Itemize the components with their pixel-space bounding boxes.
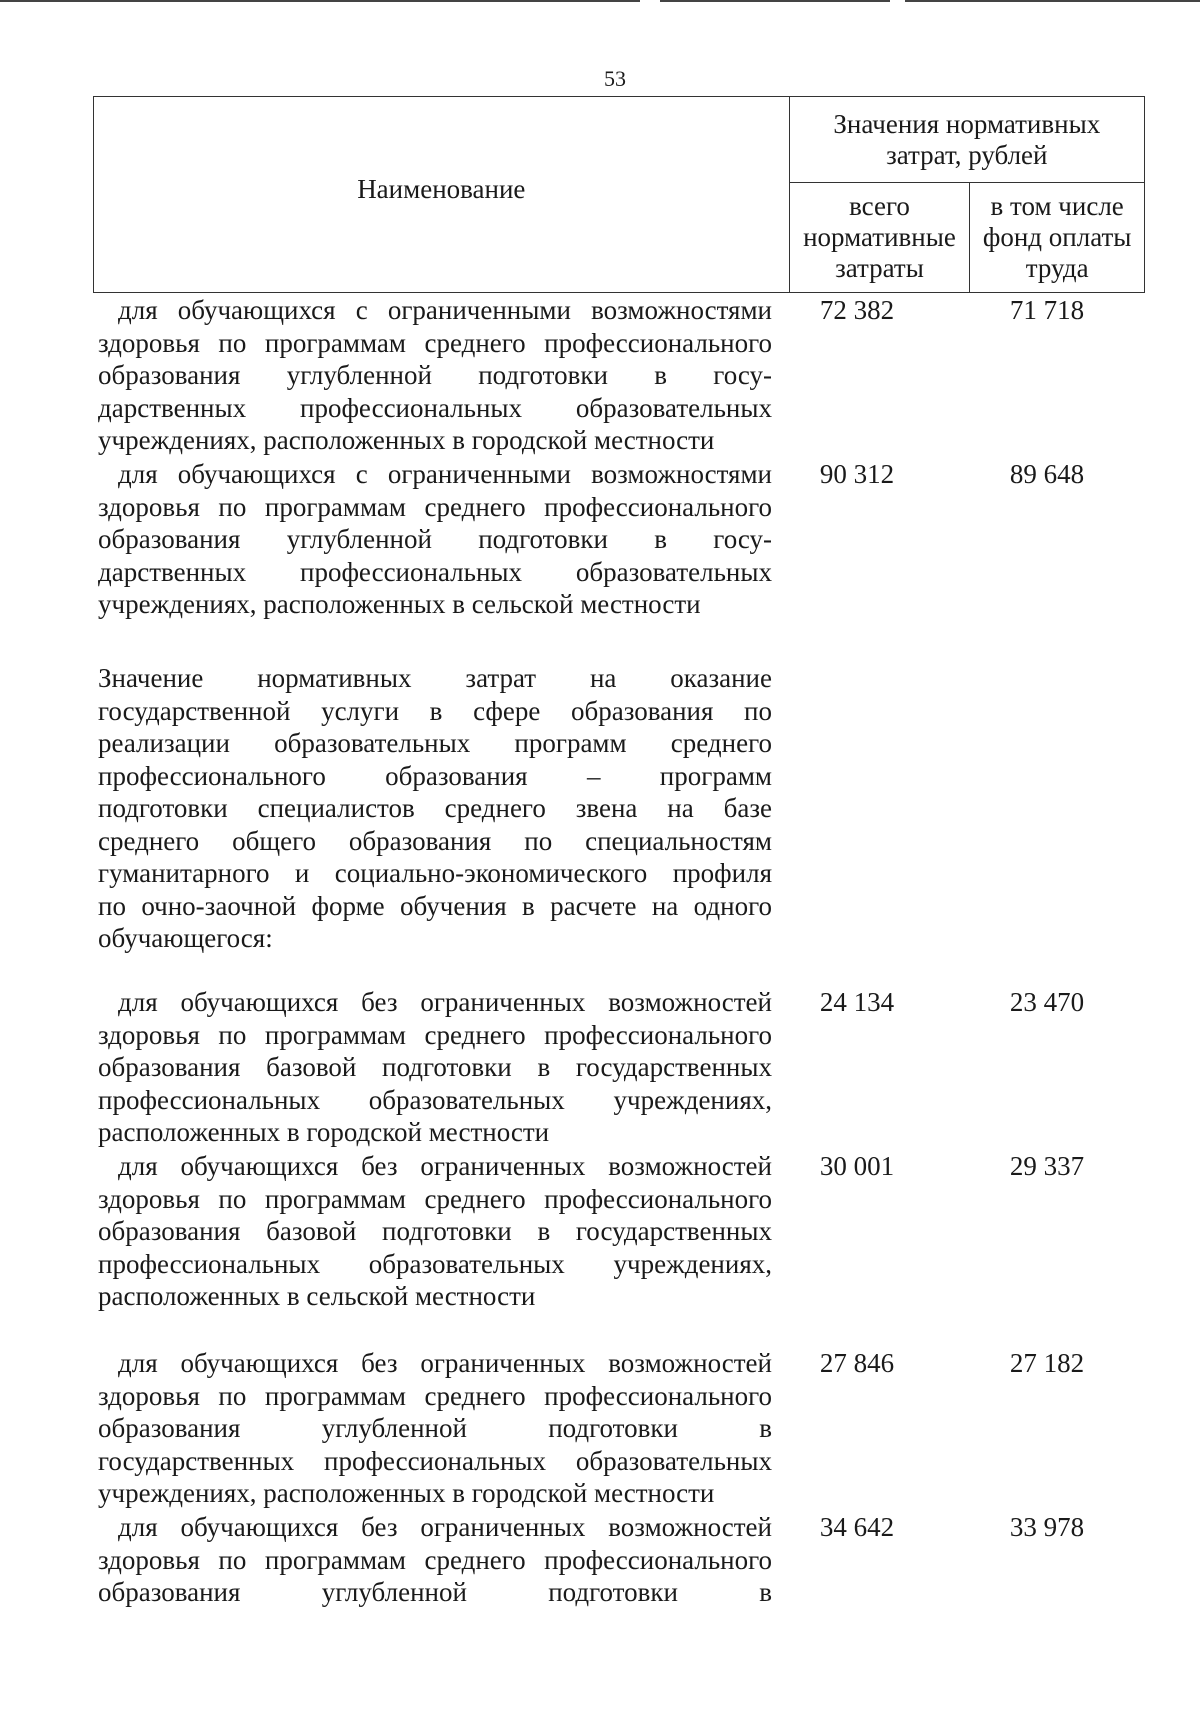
row-line: здоровья по программам среднего профессионального (98, 491, 772, 522)
row-fot-value: 89 648 (1009, 459, 1085, 489)
row-line: образования базовой подготовки в государственных (98, 1216, 772, 1246)
header-values-group-line2: затрат, рублей (886, 139, 1048, 170)
row-fot-value: 33 978 (1009, 1512, 1085, 1542)
row-line: государственных профессиональных образовательных (98, 1445, 772, 1476)
row-total-value: 27 846 (819, 1348, 895, 1378)
header-fot-line: фонд оплаты (982, 222, 1132, 252)
header-fot-line: в том числе (990, 191, 1124, 221)
row-line: учреждениях, расположенных в городской местности (98, 425, 715, 455)
row-line: образования углубленной подготовки в (98, 1413, 772, 1443)
row-line: гуманитарного и социально-экономического профиля (98, 858, 772, 888)
row-total-value: 24 134 (819, 987, 895, 1017)
header-table (93, 96, 1145, 293)
header-fot-cell (970, 183, 1145, 293)
header-total-line: затраты (835, 253, 924, 283)
row-line: образования углубленной подготовки в госу- (98, 360, 772, 390)
row-name (98, 1347, 772, 1510)
row-line: государственной услуги в сфере образования по (98, 695, 772, 726)
row-line: здоровья по программам среднего профессионального (98, 1544, 772, 1575)
row-line: подготовки специалистов среднего звена на базе (98, 793, 772, 823)
row-line: здоровья по программам среднего профессионального (98, 1183, 772, 1214)
row-name (98, 294, 772, 457)
top-rule-left (0, 0, 640, 2)
row-total-value: 90 312 (819, 459, 895, 489)
row-line: для обучающихся с ограниченными возможностями (118, 459, 772, 489)
page-number: 53 (604, 66, 626, 91)
row-line: для обучающихся без ограниченных возможностей (118, 1151, 772, 1181)
row-line: учреждениях, расположенных в сельской местности (98, 589, 701, 619)
header-name-label: Наименование (357, 174, 526, 204)
row-name (98, 986, 772, 1149)
row-line: профессиональных образовательных учреждениях, (98, 1084, 772, 1115)
header-name-cell (94, 97, 790, 293)
header-total-cell (789, 183, 970, 293)
row-total-value: 34 642 (819, 1512, 895, 1542)
row-line: здоровья по программам среднего профессионального (98, 1019, 772, 1050)
row-line: для обучающихся без ограниченных возможностей (118, 1348, 772, 1378)
header-total-line: нормативные (803, 222, 956, 252)
header-total-line: всего (849, 191, 910, 221)
row-fot-value: 23 470 (1009, 987, 1085, 1017)
row-line: образования углубленной подготовки в госу- (98, 524, 772, 554)
section-heading (98, 662, 772, 955)
row-line: расположенных в городской местности (98, 1117, 550, 1147)
row-line: среднего общего образования по специальностям (98, 825, 772, 856)
row-line: образования базовой подготовки в государственных (98, 1052, 772, 1082)
row-total-value: 72 382 (819, 295, 895, 325)
row-line: для обучающихся без ограниченных возможностей (118, 987, 772, 1017)
row-line: дарственных профессиональных образовательных (98, 392, 772, 423)
row-name (98, 458, 772, 621)
row-name (98, 1511, 772, 1609)
row-line: образования углубленной подготовки в (98, 1577, 772, 1607)
header-values-group-cell (789, 97, 1144, 183)
row-total-value: 30 001 (819, 1151, 895, 1181)
row-line: профессиональных образовательных учреждениях, (98, 1248, 772, 1279)
row-line: дарственных профессиональных образовательных (98, 556, 772, 587)
header-values-group-line1: Значения нормативных (833, 108, 1101, 139)
row-line: здоровья по программам среднего профессионального (98, 327, 772, 358)
row-fot-value: 71 718 (1009, 295, 1085, 325)
row-fot-value: 29 337 (1009, 1151, 1085, 1181)
row-name (98, 1150, 772, 1313)
row-line: Значение нормативных затрат на оказание (98, 663, 772, 693)
row-line: по очно-заочной форме обучения в расчете на одного (98, 890, 772, 921)
row-line: реализации образовательных программ среднего (98, 728, 772, 758)
row-line: здоровья по программам среднего профессионального (98, 1380, 772, 1411)
row-line: учреждениях, расположенных в городской местности (98, 1478, 715, 1508)
top-rule-right (905, 0, 1200, 2)
row-fot-value: 27 182 (1009, 1348, 1085, 1378)
row-line: обучающегося: (98, 923, 273, 953)
top-rule-middle (660, 0, 890, 2)
row-line: расположенных в сельской местности (98, 1281, 536, 1311)
row-line: для обучающихся без ограниченных возможностей (118, 1512, 772, 1542)
row-line: профессионального образования – программ (98, 760, 772, 791)
header-fot-line: труда (1025, 253, 1089, 283)
row-line: для обучающихся с ограниченными возможностями (118, 295, 772, 325)
